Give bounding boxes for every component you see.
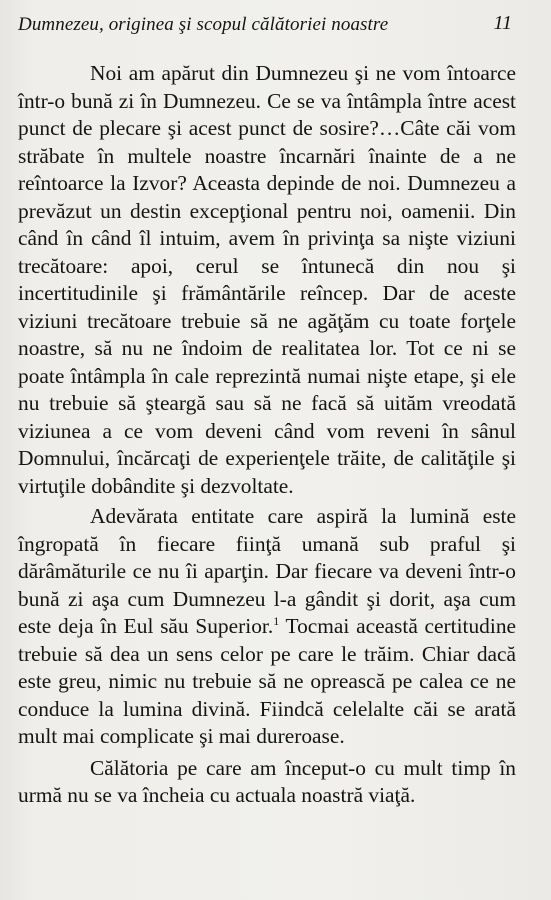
paragraph-1: Noi am apărut din Dumnezeu şi ne vom întoarce într-o bună zi în Dumnezeu. Ce se va întâmpla între acest punct de plecare şi acest punct de sosire?…Câte căi vom străbate în multele noastre încarnări înainte de a ne reîntoarce la Izvor? Aceasta depinde de noi. Dumnezeu a prevăzut un destin excepţional pentru noi, oamenii. Din când în când îl intuim, avem în privinţa sa nişte viziuni trecătoare: apoi, cerul se întunecă din nou şi incertitudinile şi frământările reîncep. Dar de aceste viziuni trecătoare trebuie să ne agăţăm cu toate forţele noastre, să nu ne îndoim de realitatea lor. Tot ce ni se poate întâmpla în cale reprezintă numai nişte etape, şi ele nu trebuie să şteargă sau să ne facă să uităm vreodată viziunea a ce vom deveni când vom reveni în sânul Domnului, încărcaţi de experienţele trăite, de calităţile şi virtuţile dobândite şi dezvoltate. (18, 61, 516, 498)
paragraph-2-text-before-note: Adevărata entitate care aspiră la lumină este îngropată în fiecare fiinţă umană sub praful şi dărâmăturile ce nu îi aparţin. Dar fiecare va deveni într-o bună zi aşa cum Dumnezeu l-a gândit şi dorit, aşa cum este deja în Eul său Superior. (18, 504, 516, 638)
page-number: 11 (493, 12, 512, 34)
footnote-reference[interactable]: 1 (273, 613, 280, 628)
paragraph-2-text-after-note: Tocmai această certitudine trebuie să dea un sens celor pe care le trăim. Chiar dacă este greu, nimic nu trebuie să ne oprească pe calea ce ne conduce la lumina divină. Fiindcă celelalte căi se arată mult mai complicate şi mai dureroase. (18, 614, 517, 748)
paragraph-3: Călătoria pe care am început-o cu mult timp în urmă nu se va încheia cu actuala noastră viaţă. (18, 755, 516, 807)
page-header (18, 10, 518, 40)
running-title: Dumnezeu, originea şi scopul călătoriei noastre (18, 14, 389, 35)
paragraph-2 (18, 503, 516, 751)
page-body (18, 60, 516, 810)
